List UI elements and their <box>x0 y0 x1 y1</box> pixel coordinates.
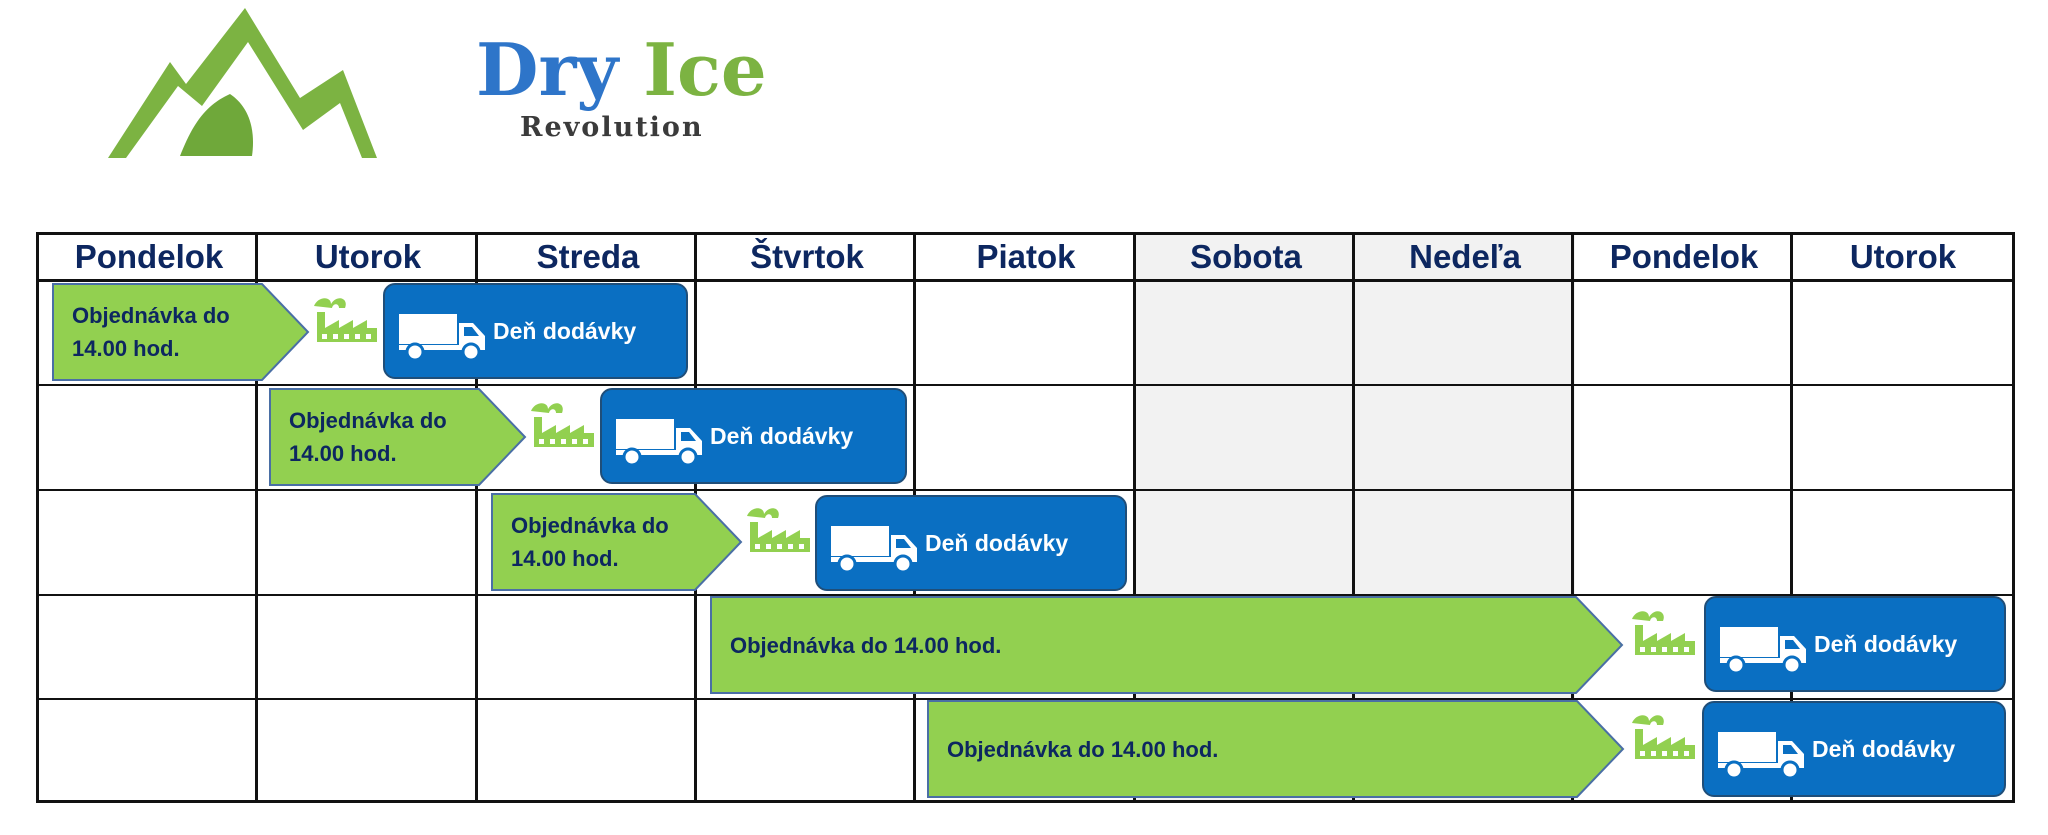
day-header: Utorok <box>1849 238 1957 275</box>
day-header: Pondelok <box>1609 238 1759 275</box>
order-deadline-label: Objednávka do <box>289 408 447 433</box>
delivery-day-label: Deň dodávky <box>1812 735 1956 762</box>
grid-line <box>36 800 2015 803</box>
factory-icon <box>1627 707 1699 767</box>
order-deadline-arrow <box>269 388 527 486</box>
delivery-day-label: Deň dodávky <box>493 317 637 344</box>
day-header: Štvrtok <box>750 238 864 275</box>
truck-icon <box>1716 730 1808 778</box>
grid-line <box>2012 232 2015 803</box>
factory-icon <box>742 500 814 560</box>
delivery-day-label: Deň dodávky <box>710 422 854 449</box>
factory-icon <box>1627 603 1699 663</box>
order-deadline-label: Objednávka do <box>72 303 230 328</box>
day-header: Piatok <box>976 238 1076 275</box>
day-header: Utorok <box>314 238 422 275</box>
truck-icon <box>1718 625 1810 673</box>
order-deadline-time: 14.00 hod. <box>289 441 397 466</box>
grid-line <box>36 489 2015 491</box>
day-header: Streda <box>536 238 640 275</box>
truck-icon <box>829 524 921 572</box>
order-deadline-arrow <box>52 283 310 381</box>
delivery-day-box <box>600 388 907 484</box>
factory-icon <box>526 395 598 455</box>
truck-icon <box>397 312 489 360</box>
grid-line <box>36 384 2015 386</box>
order-deadline-time: 14.00 hod. <box>72 336 180 361</box>
order-deadline-arrow <box>927 700 1625 798</box>
factory-icon <box>309 290 381 350</box>
order-deadline-label: Objednávka do 14.00 hod. <box>730 632 1002 658</box>
logo-wordmark <box>476 27 767 143</box>
day-header: Pondelok <box>74 238 224 275</box>
day-header: Sobota <box>1190 238 1302 275</box>
delivery-day-box <box>383 283 688 379</box>
mountain-logo-icon <box>100 0 400 170</box>
logo-title-ice: Ice <box>643 27 767 112</box>
order-deadline-label: Objednávka do <box>511 513 669 538</box>
delivery-day-box <box>1704 596 2006 692</box>
dry-ice-logo <box>100 0 767 170</box>
delivery-day-label: Deň dodávky <box>1814 630 1958 657</box>
logo-title <box>476 27 767 112</box>
truck-icon <box>614 417 706 465</box>
delivery-day-label: Deň dodávky <box>925 529 1069 556</box>
order-deadline-arrow <box>491 493 743 591</box>
day-header: Nedeľa <box>1409 238 1521 275</box>
grid-line <box>36 232 2015 235</box>
logo-title-dry: Dry <box>476 27 619 112</box>
order-deadline-arrow <box>710 596 1624 694</box>
order-deadline-time: 14.00 hod. <box>511 546 619 571</box>
delivery-day-box <box>815 495 1127 591</box>
delivery-day-box <box>1702 701 2006 797</box>
logo-subtitle: Revolution <box>520 112 704 143</box>
grid-line <box>36 279 2015 282</box>
grid-line <box>36 232 39 803</box>
order-deadline-label: Objednávka do 14.00 hod. <box>947 736 1219 762</box>
